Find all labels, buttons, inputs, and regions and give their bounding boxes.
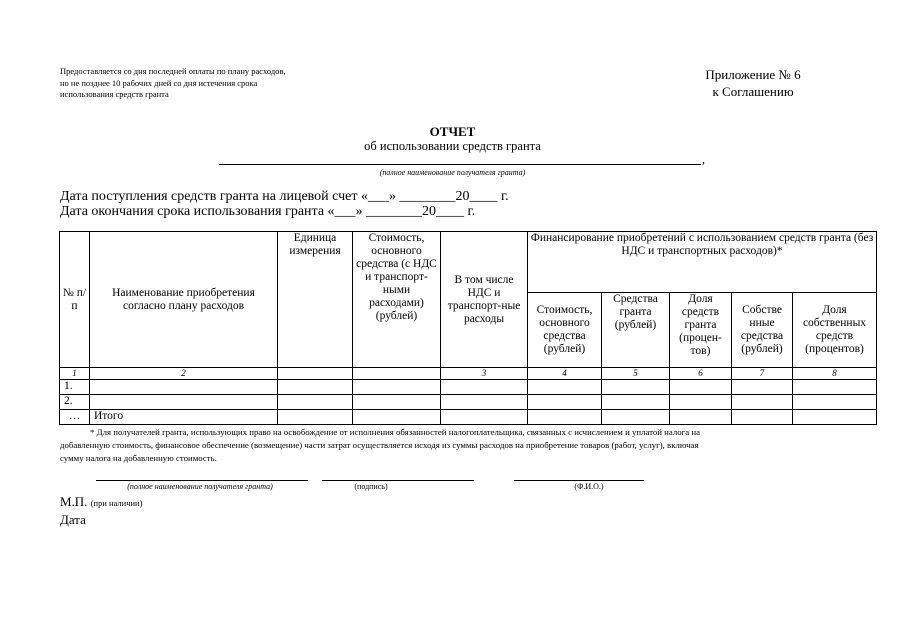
table-cell: [793, 379, 877, 394]
table-cell: [602, 394, 670, 409]
table-cell: [528, 379, 602, 394]
footnote-line-2: добавленную стоимость, финансовое обеспечение (возмещение) части затрат осуществляется исходя из суммы расходов на приобретение товаров (работ, услуг), включая: [60, 440, 699, 450]
table-cell: [278, 409, 353, 424]
column-number: 1: [60, 368, 90, 379]
column-number: 7: [732, 368, 793, 379]
header-name: Наименование приобретения согласно плану расходов: [90, 232, 278, 368]
table-row: [60, 394, 877, 409]
row-name: [90, 394, 278, 409]
table-cell: [278, 379, 353, 394]
header-sub-own: Собстве нные средства (рублей): [732, 292, 793, 368]
grantee-signature-line: [96, 480, 308, 481]
header-sub-grant: Средства гранта (рублей): [602, 292, 670, 368]
column-number: 5: [602, 368, 670, 379]
row-name: [90, 379, 278, 394]
submission-note: [60, 66, 380, 101]
table-cell: [793, 394, 877, 409]
table-cell: [528, 409, 602, 424]
table-cell: [353, 379, 441, 394]
end-date-line: Дата окончания срока использования гранта «___» ________20____ г.: [60, 204, 476, 219]
header-sub-grant-share: Доля средств гранта (процен-тов): [670, 292, 732, 368]
table-cell: [793, 409, 877, 424]
stamp-note: (при наличии): [90, 498, 143, 508]
header-num: № п/п: [60, 232, 90, 368]
report-table: [59, 231, 877, 425]
receipt-date-line: Дата поступления средств гранта на лицевой счет «___» ________20____ г.: [60, 189, 509, 204]
grantee-signature-caption: (полное наименование получателя гранта): [127, 482, 273, 491]
date-label: Дата: [60, 512, 86, 527]
column-number-row: [60, 368, 877, 379]
header-sub-own-share: Доля собственных средств (процентов): [793, 292, 877, 368]
table-cell: [732, 379, 793, 394]
table-cell: [441, 379, 528, 394]
table-cell: [441, 409, 528, 424]
table-cell: [278, 394, 353, 409]
footnote-line-1: * Для получателей гранта, использующих право на освобождение от исполнения обязанностей налогоплательщика, связанных с исчислением и уплатой налога на: [90, 427, 700, 437]
column-number: 2: [90, 368, 278, 379]
stamp-place: [60, 494, 142, 510]
appendix-label: [690, 66, 816, 100]
footnote-line-3: сумму налога на добавленную стоимость.: [60, 453, 217, 463]
table-cell: [528, 394, 602, 409]
submission-note-line-3: использования средств гранта: [60, 89, 169, 99]
signature-line: [322, 480, 474, 481]
table-cell: [732, 394, 793, 409]
table-cell: [670, 409, 732, 424]
submission-note-line-1: Предоставляется со дня последней оплаты по плану расходов,: [60, 66, 286, 76]
stamp-label: М.П.: [60, 494, 88, 509]
row-number: 1.: [60, 379, 90, 394]
document-subtitle: об использовании средств гранта: [364, 139, 541, 153]
document-title: ОТЧЕТ: [429, 124, 476, 139]
grantee-comma: ,: [702, 152, 705, 166]
appendix-number: Приложение № 6: [705, 67, 801, 82]
grantee-name-line: [219, 164, 701, 165]
header-financing: Финансирование приобретений с использованием средств гранта (без НДС и транспортных расходов)*: [528, 232, 877, 293]
table-cell: [732, 409, 793, 424]
header-cost: Стоимость, основного средства (с НДС и транспорт-ными расходами) (рублей): [353, 232, 441, 368]
row-number: 2.: [60, 394, 90, 409]
table-cell: [670, 379, 732, 394]
header-sub-cost: Стоимость, основного средства (рублей): [528, 292, 602, 368]
column-number: 8: [793, 368, 877, 379]
table-cell: [602, 379, 670, 394]
column-number: [278, 368, 353, 379]
appendix-agreement: к Соглашению: [712, 84, 794, 99]
signature-caption: (подпись): [354, 482, 388, 491]
column-number: [353, 368, 441, 379]
table-row: [60, 379, 877, 394]
table-row-total: [60, 409, 877, 424]
header-incl-vat: В том числе НДС и транспорт-ные расходы: [441, 232, 528, 368]
grantee-name-caption: (полное наименование получателя гранта): [379, 168, 526, 177]
table-cell: [353, 409, 441, 424]
row-number: …: [60, 409, 90, 424]
submission-note-line-2: но не позднее 10 рабочих дней со дня истечения срока: [60, 77, 258, 88]
column-number: 4: [528, 368, 602, 379]
table-cell: [602, 409, 670, 424]
table-cell: [670, 394, 732, 409]
table-cell: [441, 394, 528, 409]
column-number: 3: [441, 368, 528, 379]
vat-footnote: [60, 426, 860, 465]
row-name-total: Итого: [90, 409, 278, 424]
header-unit: Единица измерения: [278, 232, 353, 368]
fio-line: [514, 480, 644, 481]
column-number: 6: [670, 368, 732, 379]
table-cell: [353, 394, 441, 409]
fio-caption: (Ф.И.О.): [574, 482, 604, 491]
